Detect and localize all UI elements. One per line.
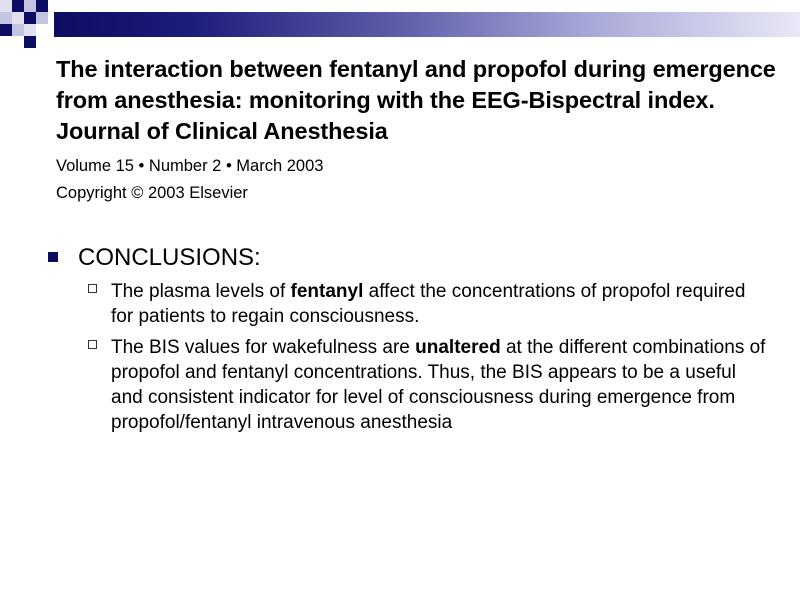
title-block xyxy=(56,54,776,207)
conclusions-list xyxy=(88,279,768,435)
deco-square xyxy=(0,0,12,12)
list-item xyxy=(88,335,768,435)
point-text-part: at the different combinations of propofol and fentanyl concentrations. Thus, the BIS appears to be a useful and consistent indicator for level of consciousness during emergence from propofol/fentanyl intravenous anesthesia xyxy=(111,337,766,433)
list-item xyxy=(88,279,768,329)
point-text xyxy=(111,335,768,435)
gradient-band xyxy=(54,12,800,37)
hollow-square-bullet-icon xyxy=(88,340,97,349)
point-text-part: affect the concentrations of propofol required for patients to regain consciousness. xyxy=(111,281,746,327)
deco-square xyxy=(24,36,36,48)
deco-square xyxy=(12,0,24,12)
deco-square xyxy=(24,12,36,24)
square-bullet-icon xyxy=(48,252,58,262)
volume-line: Volume 15 • Number 2 • March 2003 xyxy=(56,157,324,175)
deco-square xyxy=(0,24,12,36)
point-text-part: The plasma levels of xyxy=(111,281,291,302)
deco-square xyxy=(12,24,24,36)
header-decoration xyxy=(0,0,800,48)
deco-square xyxy=(36,0,48,12)
deco-square xyxy=(0,12,12,24)
slide-title: The interaction between fentanyl and propofol during emergence from anesthesia: monitoring with the EEG-Bispectral index. Journal of Clinical Anesthesia xyxy=(56,56,776,144)
copyright-line: Copyright © 2003 Elsevier xyxy=(56,184,248,202)
hollow-square-bullet-icon xyxy=(88,284,97,293)
conclusions-heading: CONCLUSIONS: xyxy=(78,244,261,271)
point-text-part: The BIS values for wakefulness are xyxy=(111,337,416,358)
deco-square xyxy=(24,0,36,12)
deco-square xyxy=(36,12,48,24)
point-emphasis: unaltered xyxy=(415,337,501,358)
conclusions-bullet xyxy=(48,243,768,273)
point-text xyxy=(111,279,768,329)
point-emphasis: fentanyl xyxy=(290,281,364,302)
slide-body xyxy=(48,243,768,441)
deco-square xyxy=(12,12,24,24)
citation-info xyxy=(56,153,776,207)
deco-square xyxy=(24,24,36,36)
